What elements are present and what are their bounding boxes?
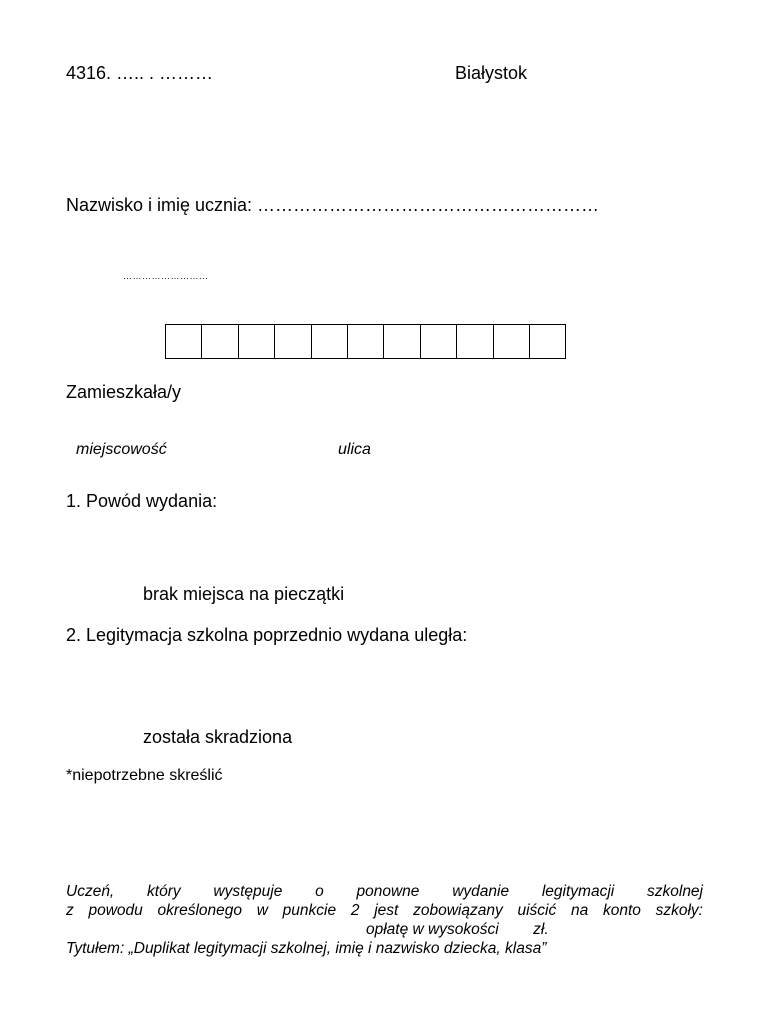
fee-text: opłatę w wysokości: [366, 921, 499, 938]
fee-currency: zł.: [533, 921, 549, 938]
digit-box: [275, 325, 311, 358]
digit-box: [312, 325, 348, 358]
digit-box: [494, 325, 530, 358]
digit-box: [239, 325, 275, 358]
city-name: Białystok: [455, 63, 528, 83]
digit-box: [166, 325, 202, 358]
notice-title-line: Tytułem: „Duplikat legitymacji szkolnej, imię i nazwisko dziecka, klasa”: [66, 940, 547, 957]
id-number-boxes: [165, 324, 566, 359]
digit-box: [348, 325, 384, 358]
previous-id-option: została skradziona: [143, 727, 293, 747]
digit-box: [384, 325, 420, 358]
residence-label: Zamieszkała/y: [66, 382, 182, 402]
digit-box: [530, 325, 566, 358]
street-label: ulica: [338, 441, 371, 458]
reason-heading: 1. Powód wydania:: [66, 491, 218, 511]
digit-box: [202, 325, 238, 358]
strike-out-footnote: *niepotrzebne skreślić: [66, 767, 223, 784]
place-label: miejscowość: [76, 441, 167, 458]
digit-box: [421, 325, 457, 358]
payment-notice: [66, 882, 703, 958]
notice-line-1: Uczeń, który występuje o ponowne wydanie legitymacji szkolnej: [66, 883, 703, 900]
previous-id-heading: 2. Legitymacja szkolna poprzednio wydana uległa:: [66, 625, 468, 645]
digit-box: [457, 325, 493, 358]
notice-fee-line: [66, 920, 703, 939]
document-number: 4316. ….. . ………: [66, 63, 214, 83]
reason-option: brak miejsca na pieczątki: [143, 584, 345, 604]
dotted-fill-line: ………………………: [123, 271, 209, 281]
notice-line-2: z powodu określonego w punkcie 2 jest zobowiązany uiścić na konto szkoły:: [66, 902, 703, 919]
student-name-field: Nazwisko i imię ucznia: …………………………………………………: [66, 195, 600, 215]
